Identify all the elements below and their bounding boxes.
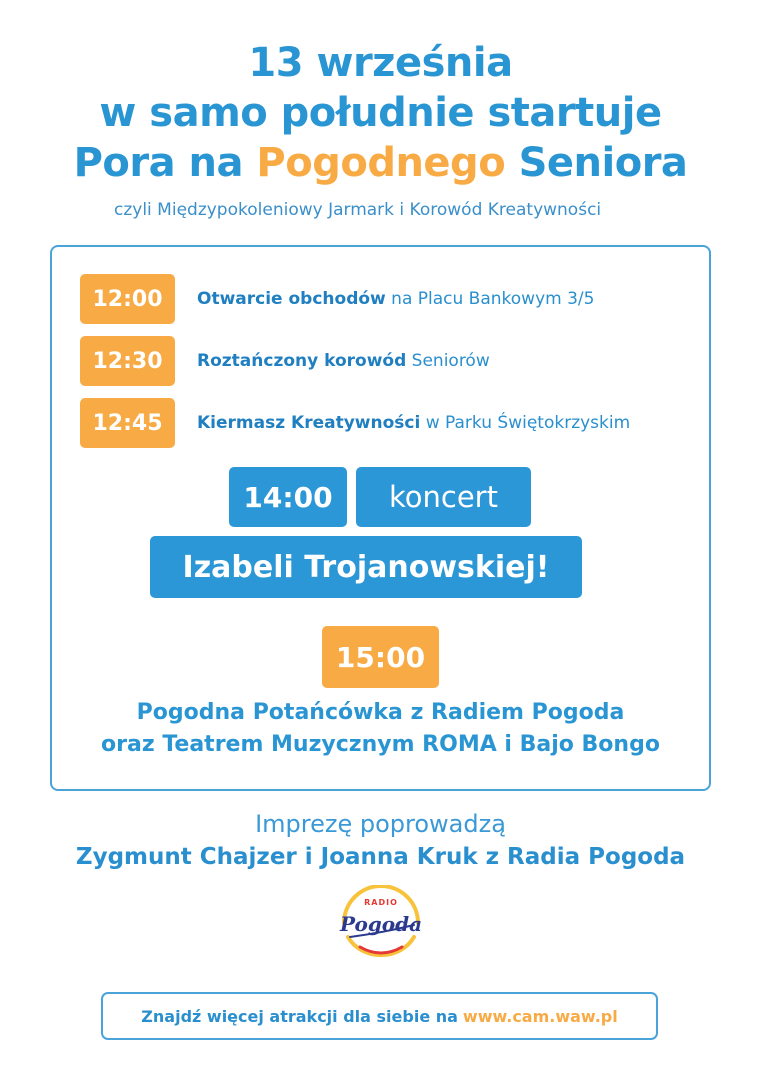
headline-event-suffix: Seniora [505,140,688,186]
subtitle: czyli Międzypokoleniowy Jarmark i Korowód Kreatywności [114,200,602,220]
schedule-detail: w Parku Świętokrzyskim [420,413,631,433]
logo-radio-text: RADIO [364,898,398,907]
schedule-row [80,398,630,448]
hosts-label: Imprezę poprowadzą [255,810,506,838]
schedule-row [80,274,594,324]
dance-line: Pogodna Potańcówka z Radiem Pogoda [136,700,625,725]
radio-pogoda-logo [330,885,432,967]
schedule-detail: na Placu Bankowym 3/5 [385,289,595,309]
dance-line: oraz Teatrem Muzycznym ROMA i Bajo Bongo [101,732,660,757]
concert-time-badge: 14:00 [229,467,347,527]
schedule-title: Roztańczony korowód [197,351,407,371]
footer-text: Znajdź więcej atrakcji dla siebie na [141,1006,458,1026]
time-badge: 12:45 [80,398,175,448]
footer-url-link[interactable]: www.cam.waw.pl [462,1006,618,1026]
headline-event-prefix: Pora na [73,140,257,186]
headline-event-name [0,138,761,188]
headline [0,38,761,188]
schedule-text [197,351,490,371]
headline-date: 13 września [248,40,513,86]
dance-time-badge: 15:00 [322,626,439,688]
hosts-names: Zygmunt Chajzer i Joanna Kruk z Radia Pogoda [75,844,686,870]
schedule-row [80,336,490,386]
headline-start: w samo południe startuje [99,90,662,136]
schedule-detail: Seniorów [406,351,490,371]
dance-description [50,697,711,761]
time-badge: 12:00 [80,274,175,324]
headline-event-accent: Pogodnego [256,140,506,186]
schedule-title: Otwarcie obchodów [197,289,386,309]
concert-artist-badge: Izabeli Trojanowskiej! [150,536,582,598]
logo-name-text: Pogoda [339,912,423,936]
footer-link-box [101,992,658,1040]
time-badge: 12:30 [80,336,175,386]
concert-label-badge: koncert [356,467,531,527]
schedule-title: Kiermasz Kreatywności [197,413,421,433]
schedule-text [197,413,630,433]
schedule-text [197,289,594,309]
